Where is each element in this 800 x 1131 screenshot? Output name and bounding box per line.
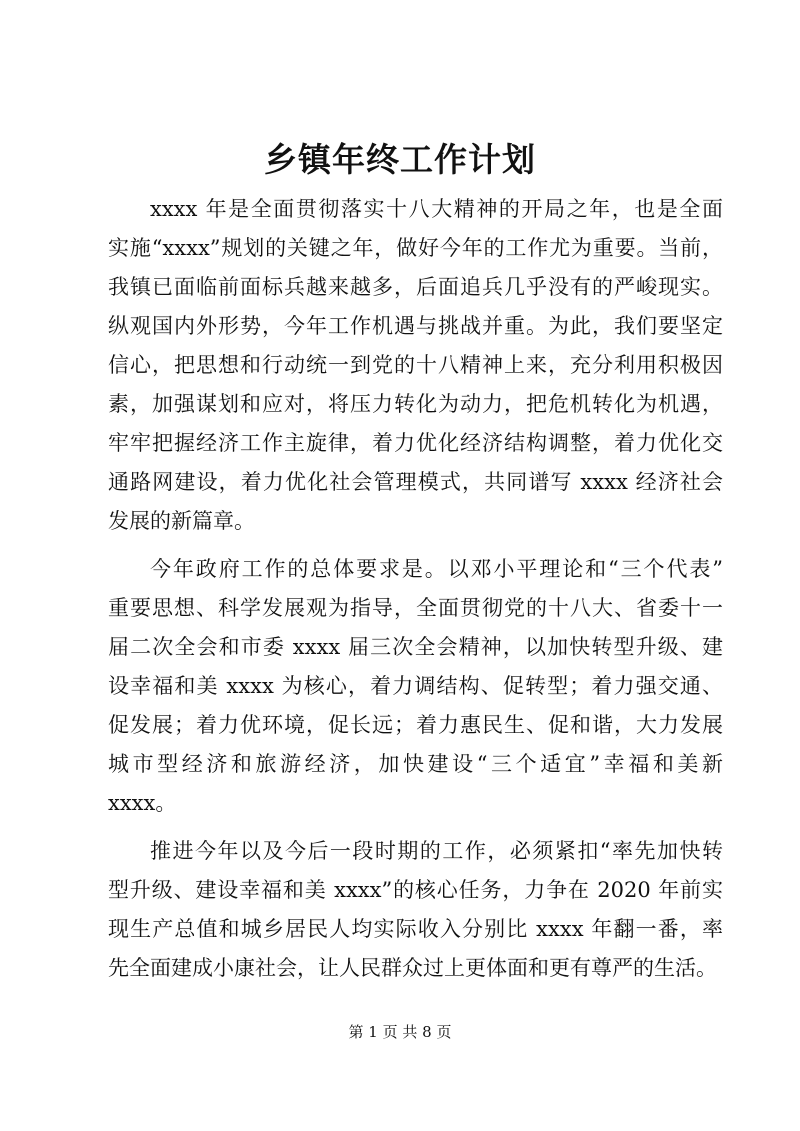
paragraph-line: 我镇已面临前面标兵越来越多，后面追兵几乎没有的严峻现实。 <box>108 275 723 299</box>
paragraph-line: 纵观国内外形势，今年工作机遇与挑战并重。为此，我们要坚定 <box>108 314 723 338</box>
paragraph-line: 发展的新篇章。 <box>108 509 255 533</box>
paragraph-line: 届二次全会和市委 xxxx 届三次全会精神，以加快转型升级、建 <box>108 635 723 659</box>
page-footer: 第 1 页 共 8 页 <box>348 1023 452 1041</box>
paragraph-line: 素，加强谋划和应对，将压力转化为动力，把危机转化为机遇， <box>108 392 723 416</box>
paragraph-line: xxxx 年是全面贯彻落实十八大精神的开局之年，也是全面 <box>150 197 723 221</box>
paragraph-line: 今年政府工作的总体要求是。以邓小平理论和“三个代表” <box>150 557 723 581</box>
paragraph-1 <box>108 190 723 541</box>
paragraph-line: 信心，把思想和行动统一到党的十八精神上来，充分利用积极因 <box>108 353 723 377</box>
paragraph-line: 实施“xxxx”规划的关键之年，做好今年的工作尤为重要。当前， <box>108 236 723 260</box>
paragraph-line: 城市型经济和旅游经济，加快建设“三个适宜”幸福和美新 <box>108 752 723 776</box>
paragraph-line: 现生产总值和城乡居民人均实际收入分别比 xxxx 年翻一番，率 <box>108 917 723 941</box>
document-body <box>108 190 723 997</box>
paragraph-line: 通路网建设，着力优化社会管理模式，共同谱写 xxxx 经济社会 <box>108 470 723 494</box>
document-title: 乡镇年终工作计划 <box>264 140 536 179</box>
paragraph-line: xxxx。 <box>108 791 177 815</box>
paragraph-line: 先全面建成小康社会，让人民群众过上更体面和更有尊严的生活。 <box>108 956 717 980</box>
paragraph-line: 牢牢把握经济工作主旋律，着力优化经济结构调整，着力优化交 <box>108 431 723 455</box>
paragraph-line: 型升级、建设幸福和美 xxxx”的核心任务，力争在 2020 年前实 <box>108 878 723 902</box>
paragraph-2 <box>108 550 723 823</box>
paragraph-3 <box>108 832 723 988</box>
paragraph-line: 重要思想、科学发展观为指导，全面贯彻党的十八大、省委十一 <box>108 596 723 620</box>
paragraph-line: 推进今年以及今后一段时期的工作，必须紧扣“率先加快转 <box>150 839 723 863</box>
paragraph-line: 设幸福和美 xxxx 为核心，着力调结构、促转型；着力强交通、 <box>108 674 723 698</box>
paragraph-line: 促发展；着力优环境，促长远；着力惠民生、促和谐，大力发展 <box>108 713 723 737</box>
